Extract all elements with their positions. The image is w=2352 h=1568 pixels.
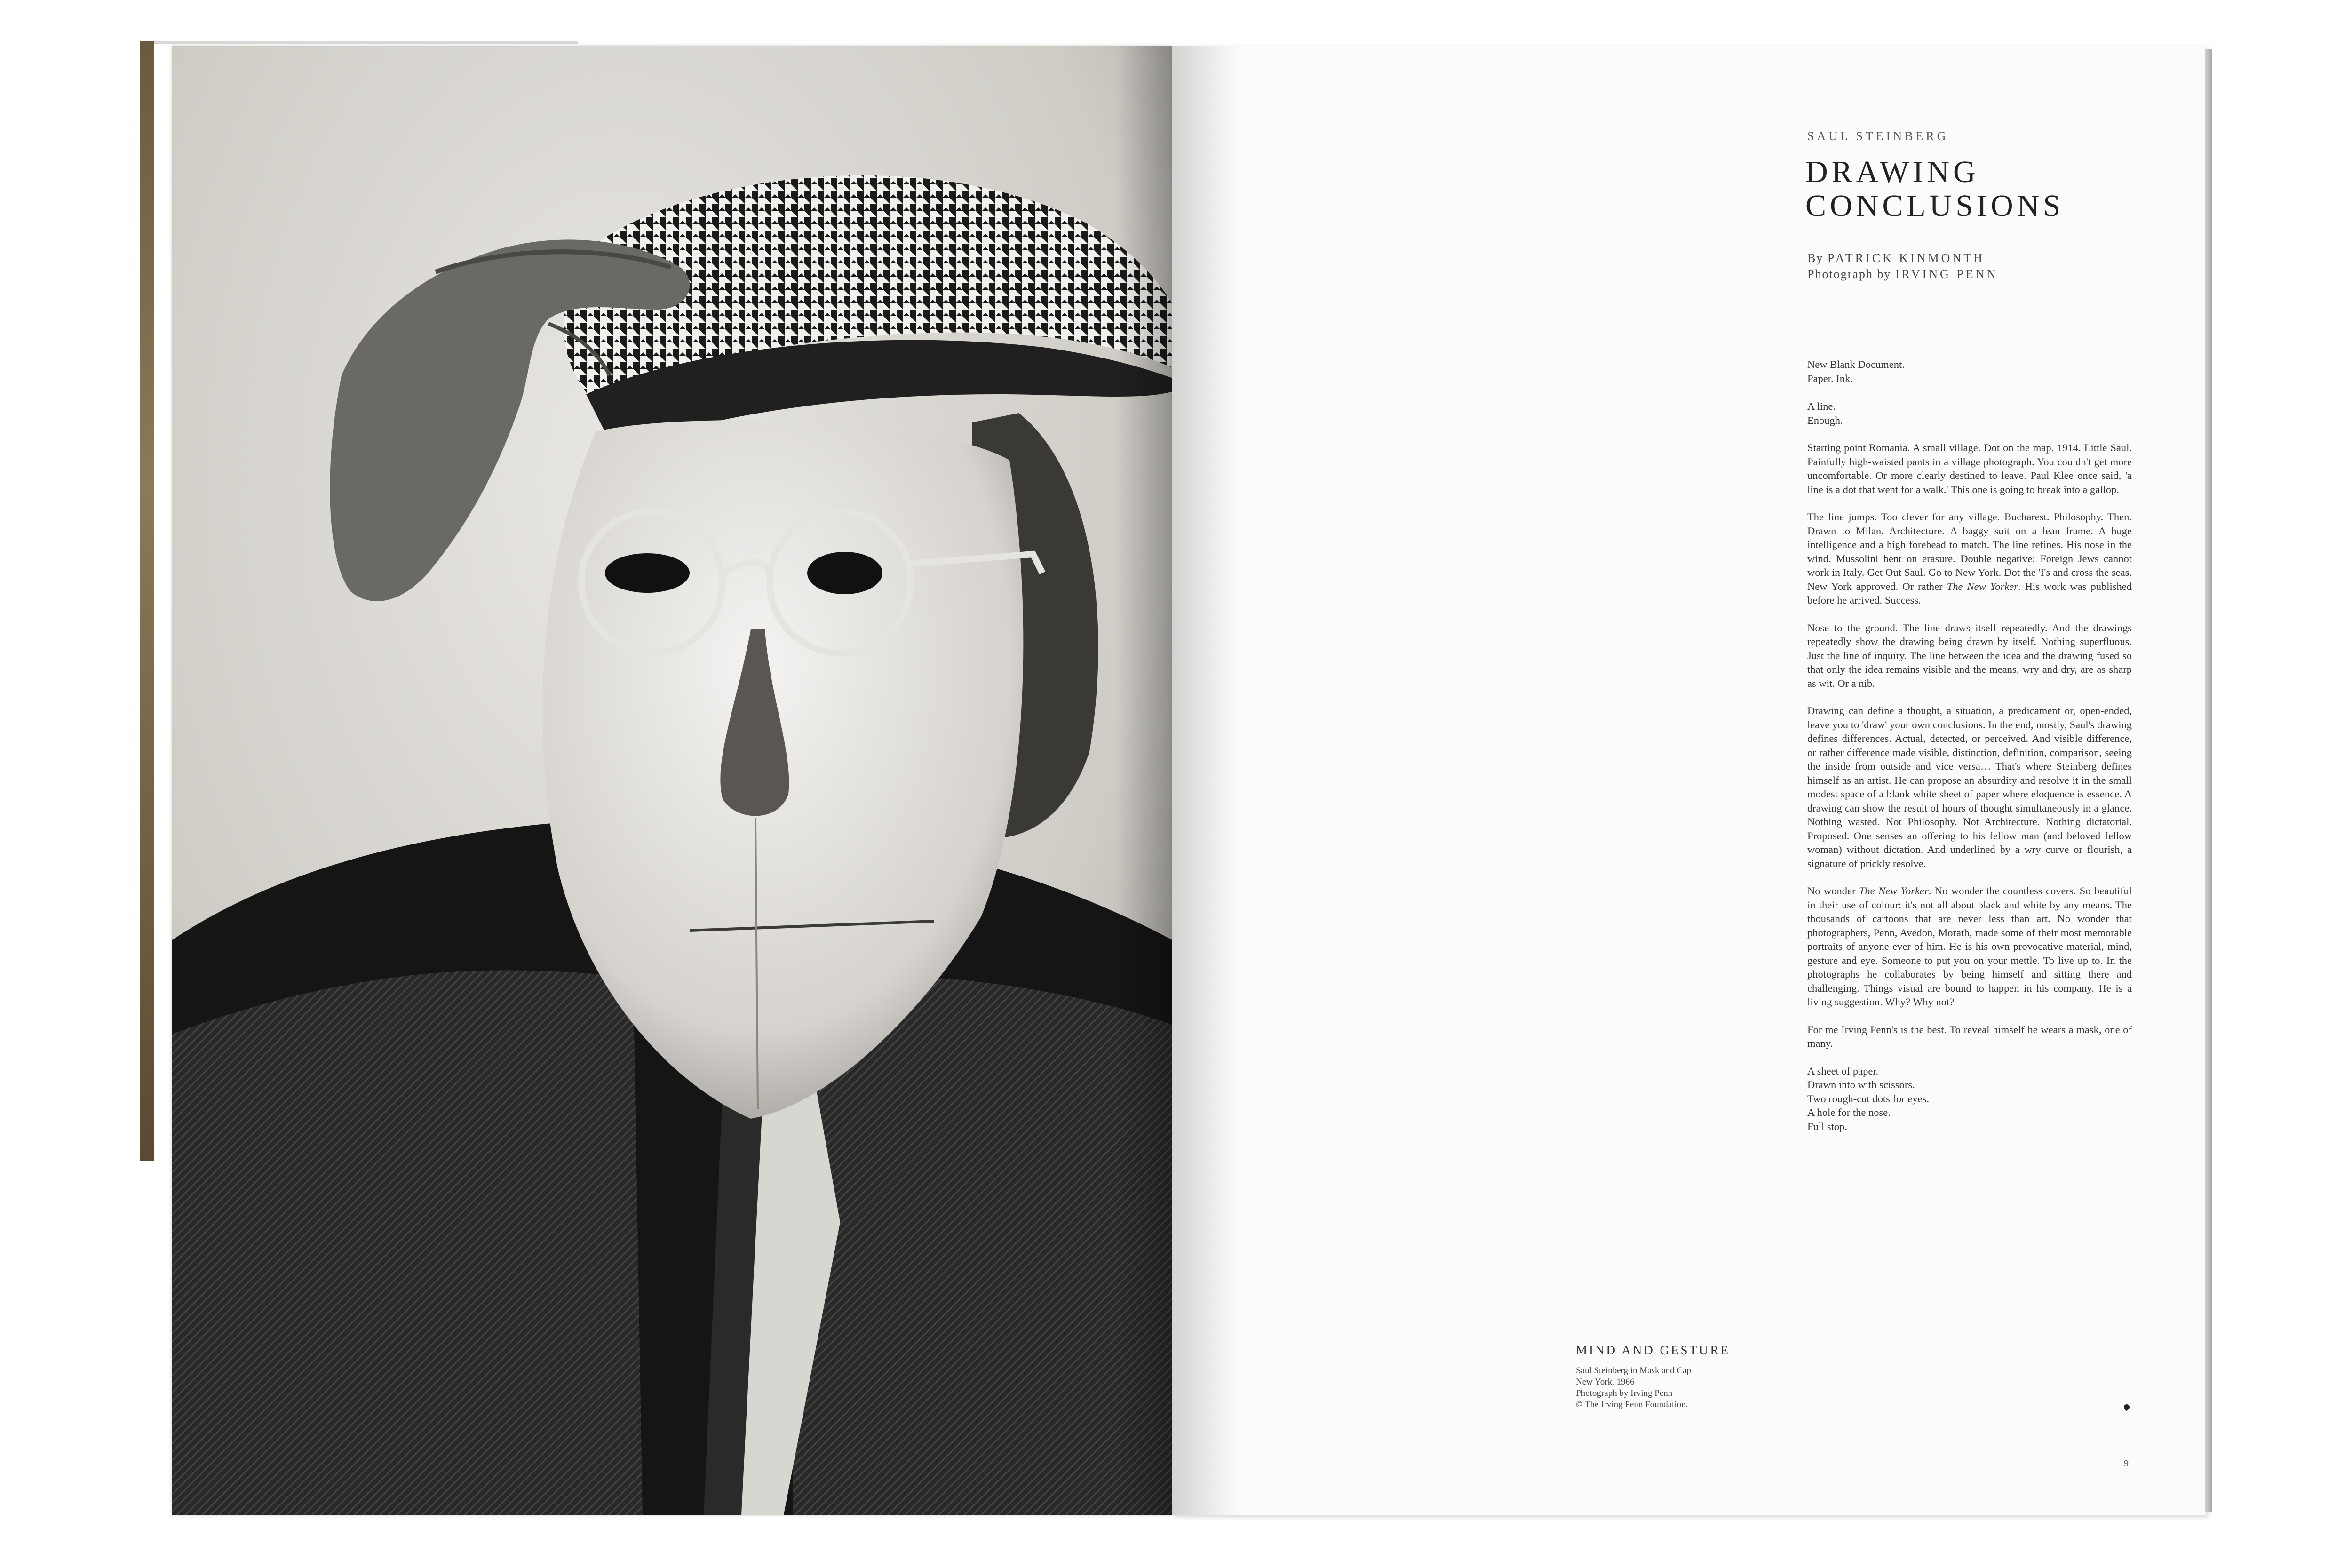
paragraph-opening xyxy=(1807,358,2132,385)
underlying-page-edge xyxy=(140,41,154,1161)
magazine-title: The New Yorker xyxy=(1947,580,2018,592)
caption-line: Photograph by Irving Penn xyxy=(1576,1388,1673,1398)
caption-title: MIND AND GESTURE xyxy=(1576,1343,1731,1357)
gutter-shadow xyxy=(1172,46,1238,1515)
body-line: New Blank Document. xyxy=(1807,358,1905,370)
headline-line-2: CONCLUSIONS xyxy=(1805,189,2065,223)
body-line: Full stop. xyxy=(1807,1120,1848,1132)
body-line: Paper. Ink. xyxy=(1807,372,1853,384)
body-line: Two rough-cut dots for eyes. xyxy=(1807,1092,1929,1105)
paragraph-nose: Nose to the ground. The line draws itself repeatedly. And the drawings repeatedly show the drawing being drawn by itself. Nothing superfluous. Just the line of inquiry. The line between the idea and the drawing fused so that only the idea remains visible and the means, wry and dry, are as sharp as wit. Or a nib. xyxy=(1807,621,2132,689)
photo-caption xyxy=(1576,1343,1773,1410)
body-text: No wonder xyxy=(1807,885,1856,897)
magazine-title: The New Yorker xyxy=(1859,885,1929,897)
byline-prefix: By xyxy=(1807,251,1824,265)
article-body xyxy=(1807,358,2132,1147)
portrait-illustration xyxy=(172,46,1172,1515)
paragraph-closing xyxy=(1807,1064,2132,1134)
byline xyxy=(1807,250,1998,282)
author-line xyxy=(1807,250,1998,266)
paragraph-line xyxy=(1807,399,2132,427)
underlying-page-strip xyxy=(154,41,578,44)
caption-line: © The Irving Penn Foundation. xyxy=(1576,1400,1688,1409)
headline-line-1: DRAWING xyxy=(1805,155,1979,189)
article-headline xyxy=(1805,155,2182,223)
body-text: The line jumps. Too clever for any village. Bucharest. Philosophy. Then. Drawn to Milan. Architecture. A baggy suit on a lean frame. A huge intelligence and a high forehead to match. The line refines. His nose in the wind. Mussolini bent on erasure. Double negative: Foreign Jews cannot work in Italy. Get Out Saul. Go to New York. Dot the 'I's and cross the seas. New York approved. Or rather xyxy=(1807,511,2132,592)
photo-prefix: Photograph by xyxy=(1807,267,1891,281)
body-line: A sheet of paper. xyxy=(1807,1065,1879,1077)
page-edge xyxy=(2205,49,2212,1512)
caption-line: Saul Steinberg in Mask and Cap xyxy=(1576,1366,1692,1376)
body-line: Drawn into with scissors. xyxy=(1807,1079,1915,1090)
paragraph-romania: Starting point Romania. A small village. Dot on the map. 1914. Little Saul. Painfully high-waisted pants in a village photograph. You couldn't get more uncomfortable. Or more clearly destined to leave. Paul Klee once said, 'a line is a dot that went for a walk.' This one is going to break into a gallop. xyxy=(1807,442,2132,495)
article-kicker: SAUL STEINBERG xyxy=(1807,129,1949,143)
paragraph-no-wonder xyxy=(1807,884,2132,1009)
paragraph-penn: For me Irving Penn's is the best. To reveal himself he wears a mask, one of many. xyxy=(1807,1023,2132,1049)
body-text: . His work was published before he arrived. Success. xyxy=(1807,580,2132,606)
photographer-name: IRVING PENN xyxy=(1895,267,1998,281)
caption-line: New York, 1966 xyxy=(1576,1377,1635,1387)
photographer-line xyxy=(1807,266,1998,282)
page-number: 9 xyxy=(2124,1458,2129,1469)
portrait-photo xyxy=(172,46,1172,1515)
body-line: A line. xyxy=(1807,400,1836,412)
body-line: A hole for the nose. xyxy=(1807,1106,1891,1118)
body-text: . No wonder the countless covers. So beautiful in their use of colour: it's not all about black and white by any means. The thousands of cartoons that are never less than art. No wonder that photographers, Penn, Avedon, Morath, made some of their most memorable portraits of anyone ever of him. He is his own provocative material, mind, gesture and eye. Someone to put you on your mettle. To live up to. In the photographs he collaborates by being himself and sitting there and challenging. Things visual are bound to happen in his company. He is a living suggestion. Why? Why not? xyxy=(1807,885,2132,1008)
spine-shadow xyxy=(1116,46,1172,1515)
paragraph-drawing: Drawing can define a thought, a situation, a predicament or, open-ended, leave you to 'draw' your own conclusions. In the end, mostly, Saul's drawing defines differences. Actual, detected, or perceived. And visible difference, or rather difference made visible, distinction, definition, comparison, seeing the inside from outside and vice versa… That's where Steinberg defines himself as an artist. He can propose an absurdity and resolve it in the small modest space of a blank white sheet of paper where eloquence is essence. A drawing can show the result of hours of thought simultaneously in a glance. Nothing wasted. Not Philosophy. Not Architecture. Nothing dictatorial. Proposed. One senses an offering to his fellow man (and beloved fellow woman) without dictation. And underlined by a wry curve or flourish, a signature of prickly resolve. xyxy=(1807,705,2132,869)
paragraph-line-jumps xyxy=(1807,510,2132,607)
author-name: PATRICK KINMONTH xyxy=(1827,251,1985,265)
body-line: Enough. xyxy=(1807,414,1843,426)
